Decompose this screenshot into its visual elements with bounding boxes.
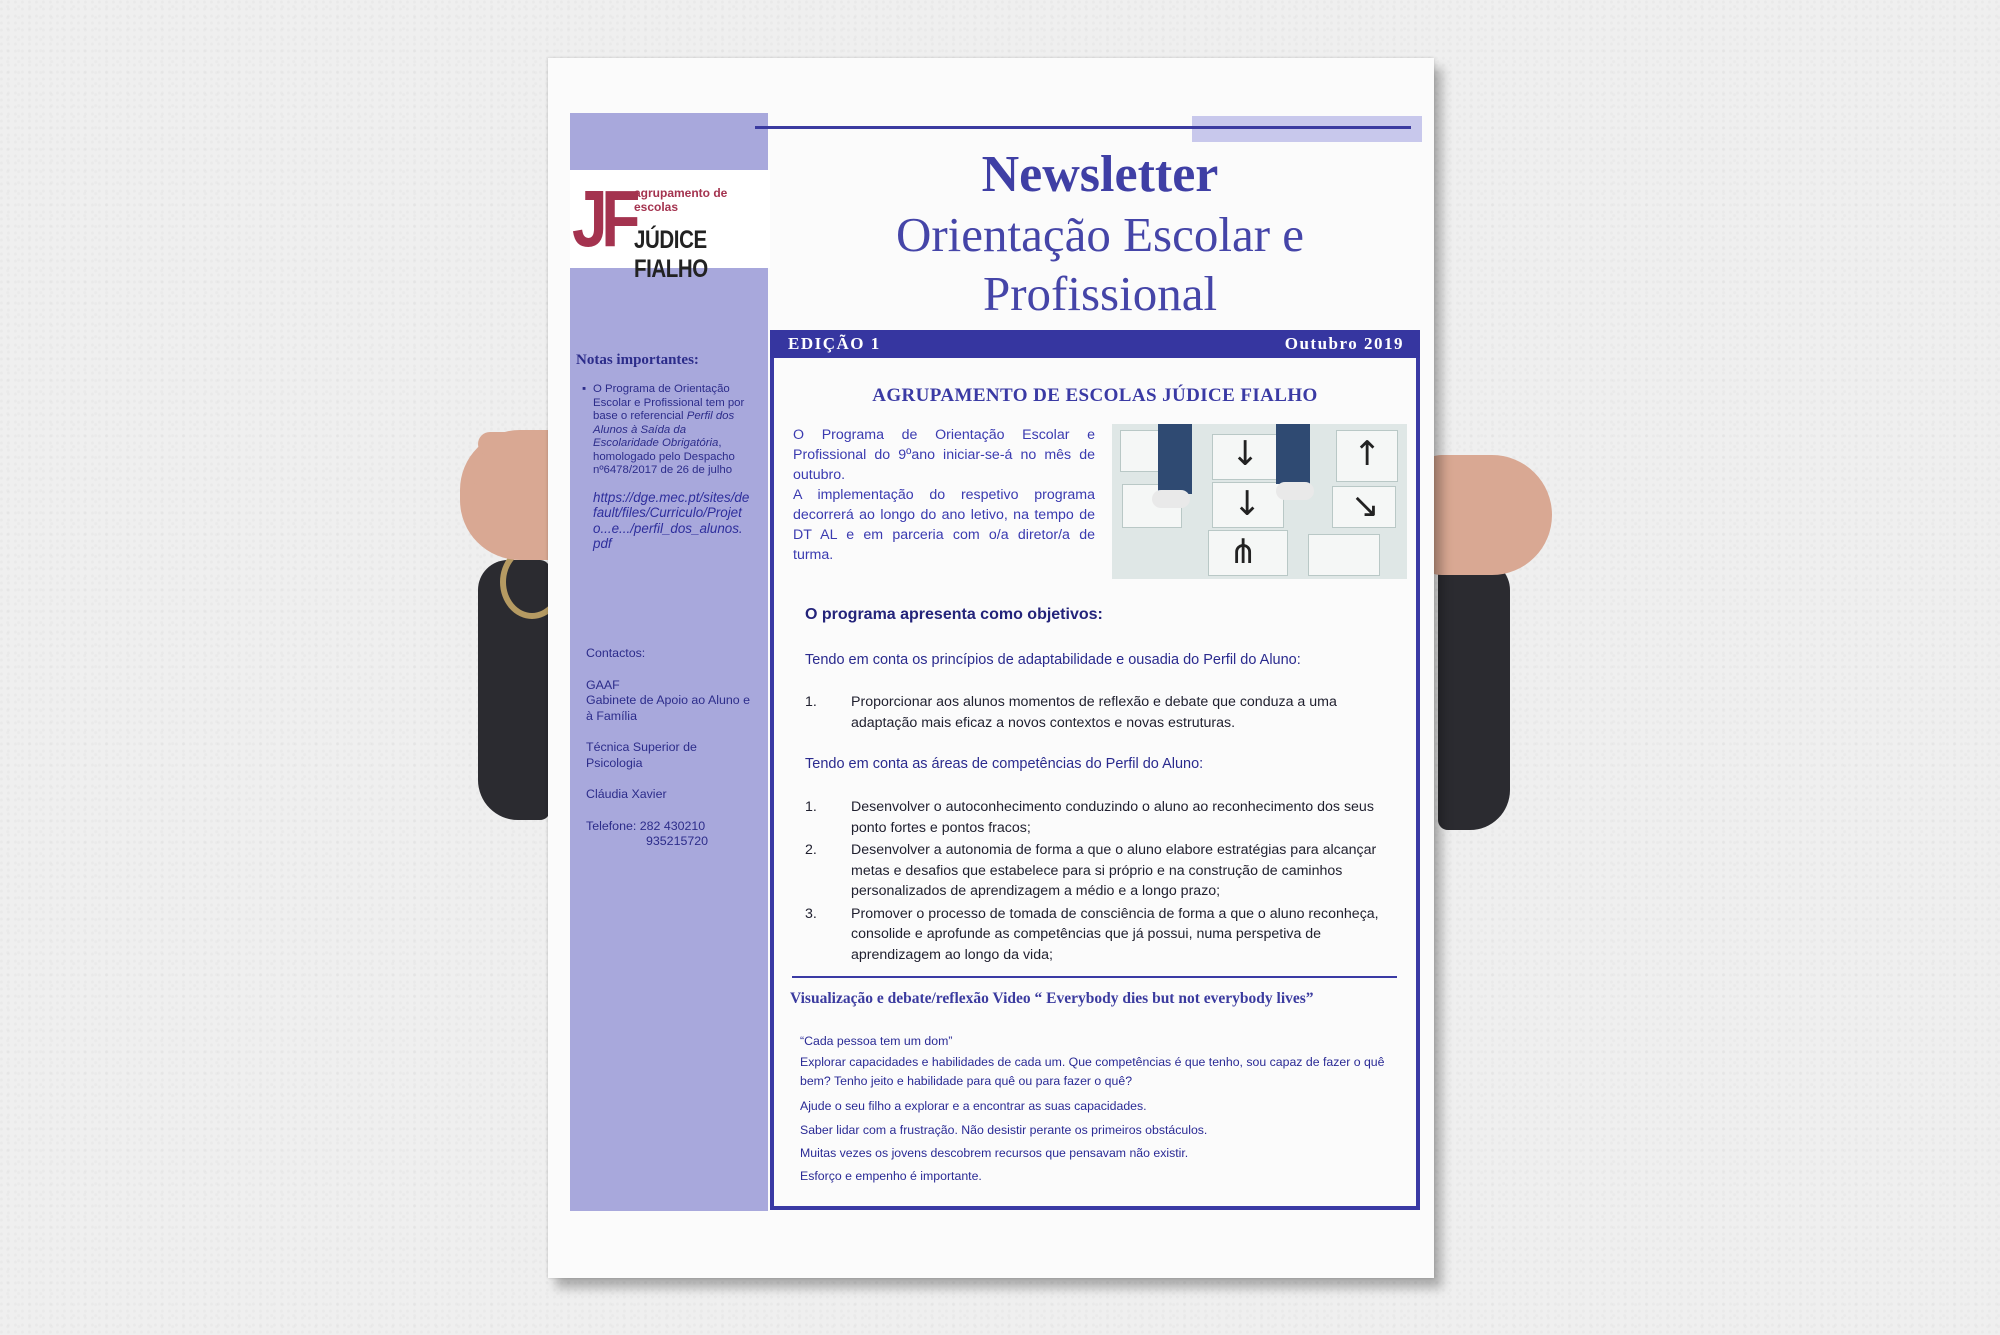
list-number: 3.: [805, 905, 817, 922]
adaptability-intro: Tendo em conta os princípios de adaptabilidade e ousadia do Perfil do Aluno:: [805, 652, 1301, 668]
video-line: Ajude o seu filho a explorar e a encontrar as suas capacidades.: [800, 1099, 1147, 1114]
note-text: O Programa de Orientação Escolar e Profissional tem por base o referencial Perfil dos Alunos à Saída da Escolaridade Obrigatória, homologado pelo Despacho nº6478/2017 de 26 de julho: [593, 383, 745, 476]
newsletter-subtitle: [780, 205, 1420, 323]
edition-date: Outubro 2019: [1284, 334, 1404, 353]
objectives-heading: O programa apresenta como objetivos:: [805, 606, 1103, 623]
header-rule: [755, 126, 1411, 129]
video-line: Esforço e empenho é importante.: [800, 1169, 982, 1184]
list-text: Desenvolver a autonomia de forma a que o aluno elabore estratégias para alcançar metas e desafios que estabelece para si próprio e na construção de caminhos personalizados de aprendizagem a médio e a longo prazo;: [851, 842, 1377, 899]
list-item: [805, 692, 1395, 733]
contacts-heading: Contactos:: [586, 646, 646, 660]
video-notes: [800, 1030, 1400, 1188]
section-divider: [792, 976, 1397, 978]
contact-phone-2: 935215720: [646, 834, 709, 848]
edition-bar: [770, 330, 1420, 358]
list-number: 2.: [805, 842, 817, 858]
edition-label: EDIÇÃO 1: [788, 334, 881, 353]
list-number: 1.: [805, 799, 817, 815]
video-line: “Cada pessoa tem um dom”: [800, 1034, 953, 1048]
adaptability-list: [805, 692, 1395, 733]
intro-paragraph: O Programa de Orientação Escolar e Profissional do 9ºano iniciar-se-á no mês de outubro.: [793, 427, 1095, 483]
list-text: Promover o processo de tomada de consciência de forma a que o aluno reconheça, consolide e aprofunde as competências que já possui, numa perspetiva de aprendizagem ao longo da vida;: [851, 905, 1379, 963]
competencies-list: [805, 797, 1395, 965]
notes-heading: Notas importantes:: [576, 352, 699, 368]
notes-list: [582, 383, 750, 552]
intro-paragraph: A implementação do respetivo programa decorrerá ao longo do ano letivo, na tempo de DT AL e em parceria com o/a diretor/a de turma.: [793, 487, 1095, 563]
newsletter-title: Newsletter: [981, 146, 1219, 203]
list-item: [805, 904, 1395, 966]
profile-link[interactable]: https://dge.mec.pt/sites/default/files/Curriculo/Projeto...e.../perfil_dos_alunos.pdf: [593, 489, 750, 551]
subtitle-line: Profissional: [982, 266, 1218, 321]
competencies-intro: Tendo em conta as áreas de competências do Perfil do Aluno:: [805, 756, 1204, 772]
intro-text: [793, 425, 1095, 565]
logo-mark: JF: [572, 174, 634, 263]
school-heading: AGRUPAMENTO DE ESCOLAS JÚDICE FIALHO: [872, 385, 1318, 406]
contact-role: Técnica Superior de Psicologia: [586, 740, 697, 770]
video-heading: Visualização e debate/reflexão Video “ Everybody dies but not everybody lives”: [790, 990, 1314, 1007]
logo-name: JÚDICE FIALHO: [634, 226, 708, 283]
subtitle-line: Orientação Escolar e: [895, 207, 1305, 262]
logo-subtitle: agrupamento de escolas: [634, 186, 728, 214]
decision-arrows-photo: ↓ ↑ ↓ ↘ ⋔: [1112, 424, 1407, 579]
gaaf-block: [586, 678, 756, 725]
header-accent: [1192, 116, 1422, 142]
video-line: Explorar capacidades e habilidades de cada um. Que competências é que tenho, sou capaz de fazer o quê bem? Tenho jeito e habilidade para quê ou para fazer o quê?: [800, 1055, 1385, 1089]
gaaf-acronym: GAAF: [586, 677, 620, 692]
gaaf-name: Gabinete de Apoio ao Aluno e à Família: [586, 693, 750, 723]
contact-person: Cláudia Xavier: [586, 787, 667, 801]
list-text: Proporcionar aos alunos momentos de reflexão e debate que conduza a uma adaptação mais eficaz a novos contextos e novas estruturas.: [851, 694, 1337, 731]
video-line: Muitas vezes os jovens descobrem recursos que pensavam não existir.: [800, 1145, 1189, 1160]
contact-phone: Telefone: 282 430210: [586, 818, 706, 833]
right-arm: [1438, 560, 1510, 830]
school-logo: [570, 170, 770, 283]
list-number: 1.: [805, 694, 817, 710]
list-item: [805, 840, 1395, 902]
contacts-block: [586, 646, 756, 850]
video-line: Saber lidar com a frustração. Não desistir perante os primeiros obstáculos.: [800, 1122, 1208, 1137]
list-item: [805, 797, 1395, 838]
list-text: Desenvolver o autoconhecimento conduzindo o aluno ao reconhecimento dos seus ponto fortes e pontos fracos;: [851, 799, 1374, 836]
bullet-icon: ▪: [582, 383, 587, 395]
